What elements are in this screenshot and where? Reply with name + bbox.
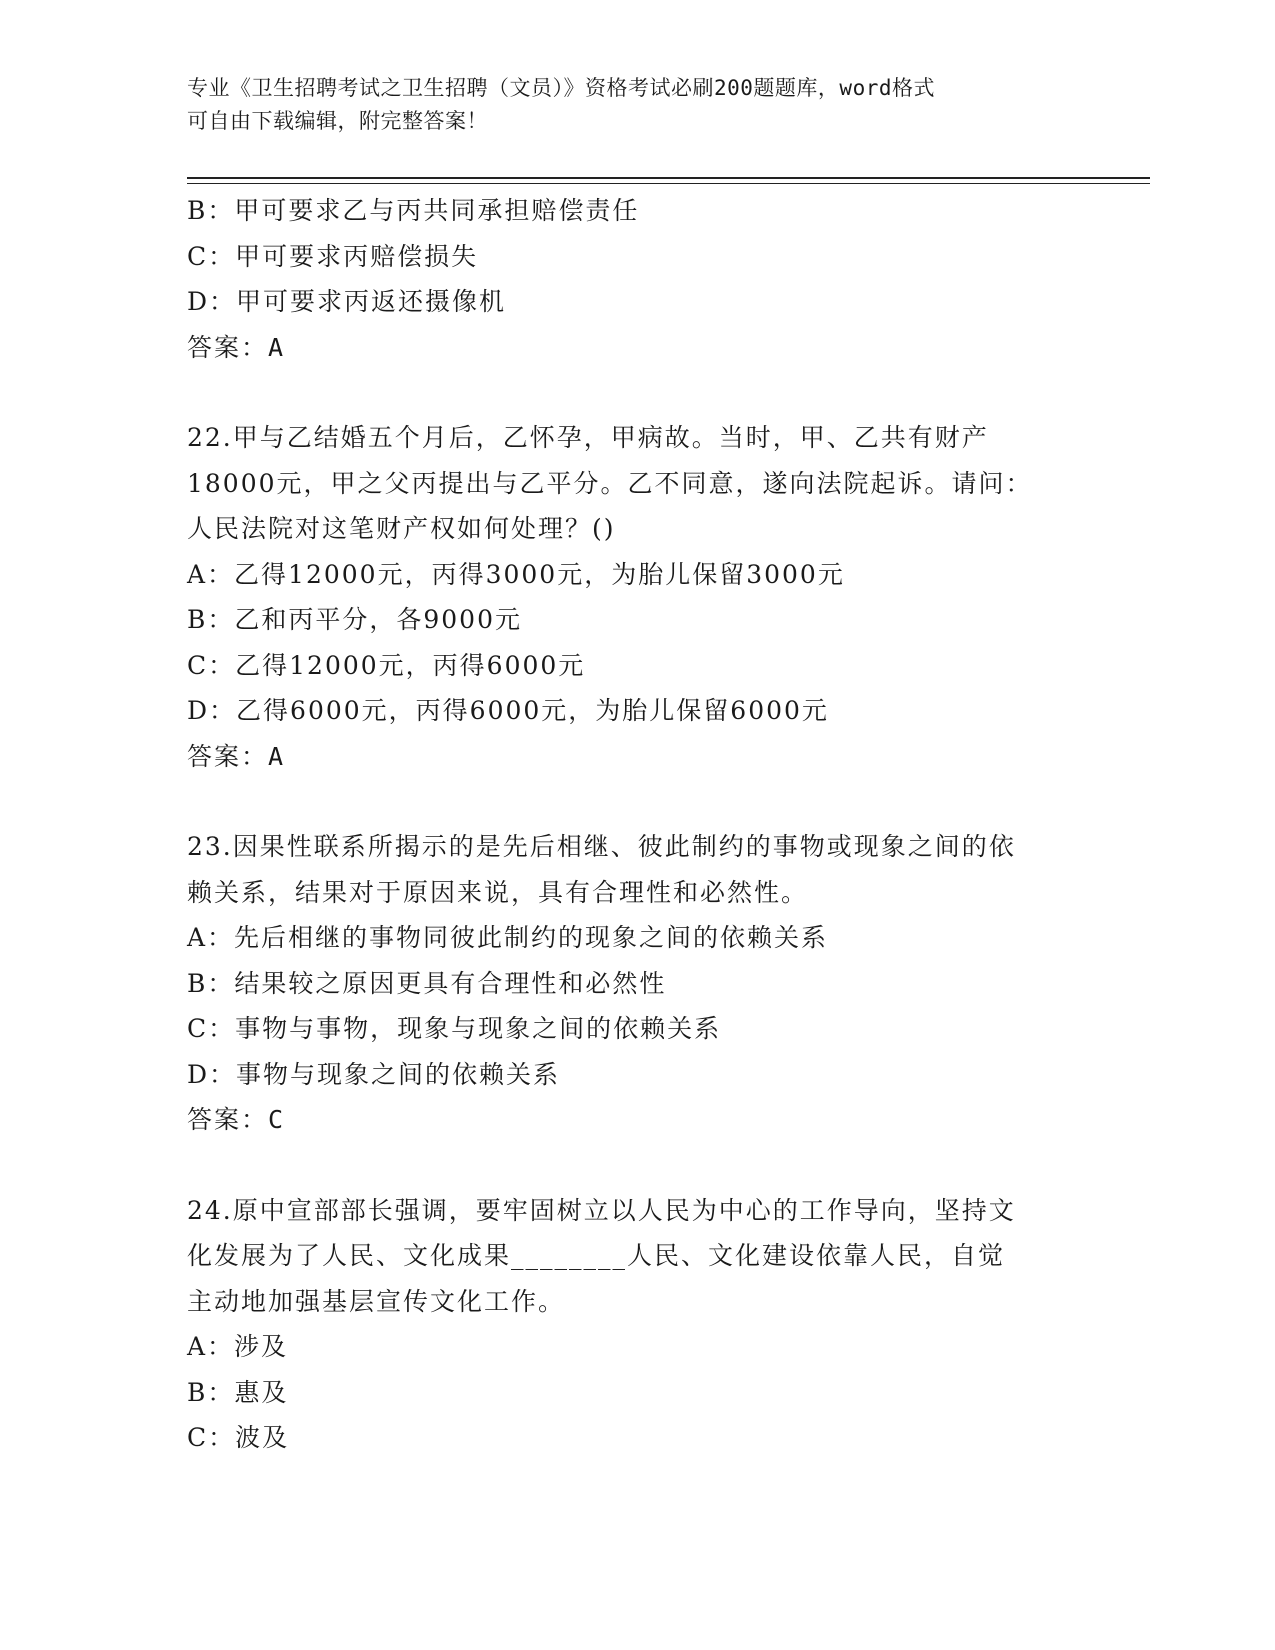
option-a: A：乙得12000元，丙得3000元，为胎儿保留3000元 — [187, 559, 845, 589]
option-d: D：事物与现象之间的依赖关系 — [187, 1059, 561, 1089]
option-d: D：甲可要求丙返还摄像机 — [187, 287, 507, 316]
question-stem-line: 主动地加强基层宣传文化工作。 — [187, 1286, 566, 1316]
spacer — [187, 370, 1087, 415]
question-22 — [187, 415, 1087, 779]
header-line-1: 专业《卫生招聘考试之卫生招聘（文员）》资格考试必刷200题题库，word格式 — [187, 76, 935, 100]
option-b: B：惠及 — [187, 1377, 289, 1407]
question-stem-line: 化发展为了人民、文化成果________人民、文化建设依靠人民，自觉 — [187, 1241, 1006, 1270]
option-b: B：结果较之原因更具有合理性和必然性 — [187, 968, 667, 998]
option-c: C：甲可要求丙赔偿损失 — [187, 241, 479, 271]
question-stem-line: 23.因果性联系所揭示的是先后相继、彼此制约的事物或现象之间的依 — [187, 832, 1016, 861]
question-stem-line: 18000元，甲之父丙提出与乙平分。乙不同意，遂向法院起诉。请问： — [187, 468, 1033, 498]
option-c: C：波及 — [187, 1423, 290, 1452]
question-stem-line: 22.甲与乙结婚五个月后，乙怀孕，甲病故。当时，甲、乙共有财产 — [187, 423, 989, 452]
option-a: A：涉及 — [187, 1332, 289, 1361]
spacer — [187, 1143, 1087, 1188]
question-24 — [187, 1188, 1087, 1461]
question-content — [187, 188, 1087, 1461]
answer-line: 答案：A — [187, 741, 286, 771]
option-d: D：乙得6000元，丙得6000元，为胎儿保留6000元 — [187, 696, 829, 725]
option-a: A：先后相继的事物同彼此制约的现象之间的依赖关系 — [187, 923, 829, 952]
option-b: B：乙和丙平分，各9000元 — [187, 605, 522, 634]
header-rule-thick — [187, 177, 1150, 179]
question-stem-line: 24.原中宣部部长强调，要牢固树立以人民为中心的工作导向，坚持文 — [187, 1195, 1016, 1225]
answer-line: 答案：A — [187, 332, 286, 362]
question-23 — [187, 824, 1087, 1143]
option-c: C：乙得12000元，丙得6000元 — [187, 650, 586, 680]
option-c: C：事物与事物，现象与现象之间的依赖关系 — [187, 1014, 722, 1043]
spacer — [187, 779, 1087, 824]
question-stem-line: 赖关系，结果对于原因来说，具有合理性和必然性。 — [187, 877, 809, 907]
document-header — [187, 72, 1087, 138]
question-stem-line: 人民法院对这笔财产权如何处理？() — [187, 514, 616, 543]
header-rule-thin — [187, 183, 1150, 184]
answer-line: 答案：C — [187, 1105, 286, 1134]
option-b: B：甲可要求乙与丙共同承担赔偿责任 — [187, 196, 640, 225]
prev-question-block — [187, 188, 1087, 370]
header-line-2: 可自由下载编辑，附完整答案！ — [187, 109, 488, 133]
